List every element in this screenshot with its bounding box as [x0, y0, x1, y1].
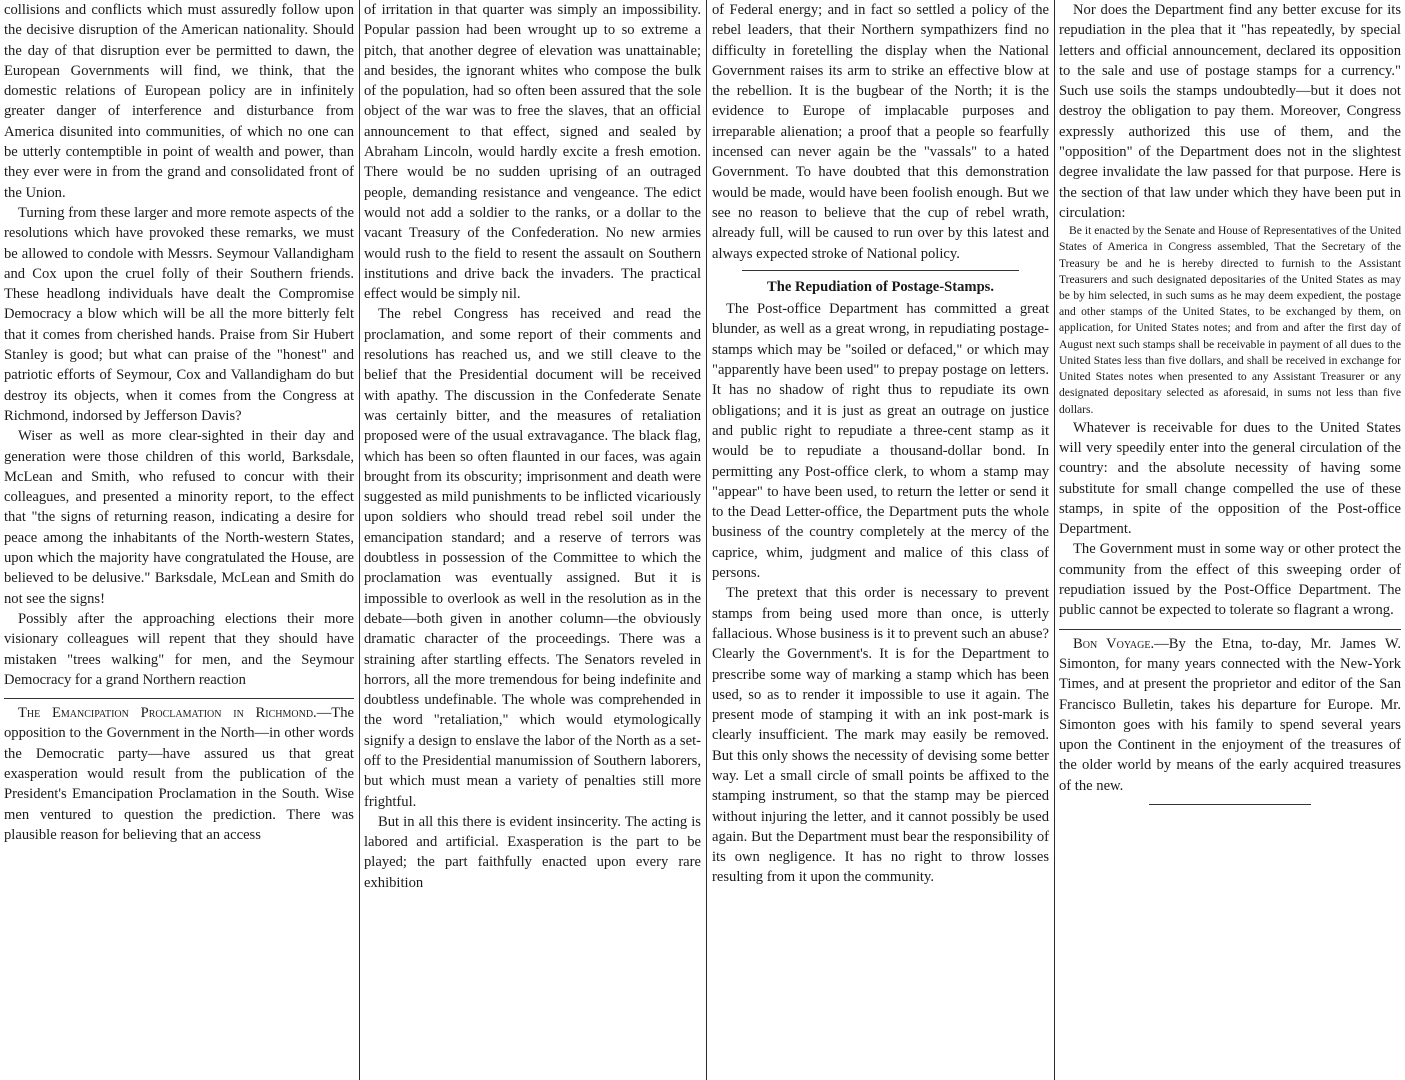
col3-paragraph-1: of Federal energy; and in fact so settled a policy of the rebel leaders, that their Northern sympathizers find no difficulty in foretelling the display when the National Government raises its arm to strike an effective blow at the rebellion. It is the bugbear of the North; it is the evidence to Europe of implacable purposes and irreparable alienation; a proof that a people so fearfully incensed can never again be the "vassals" to a hated Government. To have doubted that this demonstration would be made, would have been foolish enough. But we see no reason to believe that the cup of rebel wrath, already full, will be caused to run over by this latest and always expected stroke of National policy.: [712, 2, 1049, 262]
emancipation-body: —The opposition to the Government in the North—in other words the Democratic party—have assured us that great exasperation would result from the publication of the President's Emancipation Proclamation in the South. Wise men ventured to question the prediction. There was plausible reason for believing that an access: [4, 705, 354, 843]
repudiation-heading: The Repudiation of Postage-Stamps.: [766, 278, 995, 295]
col1-paragraph-2: Turning from these larger and more remote aspects of the resolutions which have provoked these remarks, we must be allowed to condole with Messrs. Seymour Vallandigham and Cox upon the cruel folly of their Southern friends. These headlong individuals have dealt the Compromise Democracy a blow which will be all the more bitterly felt that it comes from cherished hands. Praise from Sir Hubert Stanley is good; but what can praise of the "honest" and patriotic efforts of Seymour, Cox and Vallandigham do but destroy its objects, when it comes from the Congress at Richmond, indorsed by Jefferson Davis?: [4, 204, 354, 424]
emancipation-article: [4, 703, 354, 845]
col2-paragraph-1: of irritation in that quarter was simply an impossibility. Popular passion had been wrought up to so extreme a pitch, that another degree of elevation was unattainable; and besides, the ignorant whites who compose the bulk of the population, had so often been assured that the sole object of the war was to free the slaves, that an official announcement to that effect, signed and sealed by Abraham Lincoln, would hardly excite a fresh emotion. There would be no sudden uprising of an outraged people, demanding resistance and vengeance. The edict would not add a soldier to the ranks, or a dollar to the vacant Treasury of the Confederation. No new armies would rush to the field to resent the assault on Southern institutions and drive back the invaders. The practical effect would be simply nil.: [364, 2, 701, 303]
bon-voyage-article: [1059, 634, 1401, 796]
col2-paragraph-3: But in all this there is evident insincerity. The acting is labored and artificial. Exasperation is the part to be played; the part faithfully enacted upon every rare exhibition: [364, 813, 701, 891]
col4-paragraph-3: The Government must in some way or other protect the community from the effect of this sweeping order of repudiation issued by the Post-Office Department. The public cannot be expected to tolerate so flagrant a wrong.: [1059, 541, 1401, 619]
section-divider: [4, 698, 354, 699]
column-1: [0, 0, 358, 1080]
emancipation-title: The Emancipation Proclamation in Richmond.: [18, 705, 317, 722]
column-4: [1055, 0, 1405, 1080]
section-divider: [1059, 629, 1401, 630]
column-rule: [706, 0, 707, 1080]
col1-paragraph-4: Possibly after the approaching elections their more visionary colleagues will repent that they should have mistaken "trees walking" for men, and the Seymour Democracy for a grand Northern reaction: [4, 610, 354, 688]
column-3: [708, 0, 1053, 1080]
law-excerpt: [1059, 223, 1401, 417]
bon-voyage-title: Bon Voyage.: [1073, 635, 1155, 652]
col3-paragraph-2: The Post-office Department has committed a great blunder, as well as a great wrong, in repudiating postage-stamps which may be "soiled or defaced," or which may "apparently have been used" to prepay postage on letters. It has no shadow of right thus to repudiate its own obligations; and it is just as great an outrage on justice and public right to repudiate a three-cent stamp as it would be to repudiate a thousand-dollar bond. In permitting any Post-office clerk, to whom a stamp may "appear" to have been used, to return the letter or send it to the Dead Letter-office, the Department puts the whole business of the country completely at the mercy of the caprice, whim, judgment and malice of this class of persons.: [712, 301, 1049, 582]
column-2: [360, 0, 705, 1080]
law-text: Be it enacted by the Senate and House of Representatives of the United States of America in Congress assembled, That the Secretary of the Treasury be and he is hereby directed to furnish to the Assistant Treasurers and such designated depositaries of the United States as may be by him selected, in such sums as he may deem expedient, the postage and other stamps of the United States, to be exchanged by them, on application, for United States notes; and from and after the first day of August next such stamps shall be receivable in payment of all dues to the United States less than five dollars, and shall be received in exchange for United States notes when presented to any Assistant Treasurer or any designated depositary selected as aforesaid, in sums not less than five dollars.: [1059, 224, 1401, 416]
col3-paragraph-3: The pretext that this order is necessary to prevent stamps from being used more than once, is utterly fallacious. Whose business is it to prevent such an abuse? Clearly the Government's. It is for the Department to prescribe some way of marking a stamp which has been used, so as to render it impossible to use it again. The present mode of stamping it with an ink post-mark is clearly insufficient. The mark may easily be removed. But this only shows the necessity of devising some better way. Let a small circle of small points be affixed to the stamping instrument, so that the stamp may be pierced without injuring the letter, and it cannot possibly be used again. But the Department must bear the responsibility of its own negligence. It has no right to throw losses resulting from it upon the community.: [712, 585, 1049, 886]
col2-paragraph-2: The rebel Congress has received and read the proclamation, and some report of their comments and resolutions has reached us, and we still cleave to the belief that the Presidential document will be received with apathy. The discussion in the Confederate Senate was certainly bitter, and the measures of retaliation proposed were of the usual extravagance. The black flag, which has been so often flaunted in our faces, was again brought from its obscurity; imprisonment and death were suggested as mild punishments to be inflicted vicariously upon soldiers who should tread rebel soil under the emancipation standard; and a reserve of terrors was doubtless in possession of the Committee to which the proclamation was eventually assigned. But it is impossible to overlook as well in the resolution as in the debate—both given in another column—the obviously dramatic character of the proceedings. There was a straining after startling effects. The Senators reveled in horrors, all the more tremendous for being indefinite and doubtless undefinable. The whole was comprehended in the word "retaliation," which would etymologically signify a design to enslave the labor of the North as a set-off to the Presidential manumission of Southern laborers, but which must mean a variety of penalties still more frightful.: [364, 306, 701, 810]
section-divider: [742, 270, 1019, 271]
end-divider: [1149, 804, 1311, 805]
col1-paragraph-3: Wiser as well as more clear-sighted in their day and generation were those children of this world, Barksdale, McLean and Smith, who refused to concur with their colleagues, and presented a minority report, to the effect that "the signs of returning reason, indicating a desire for peace among the inhabitants of the North-western States, upon which the majority have congratulated the House, are believed to be delusive." Barksdale, McLean and Smith do not see the signs!: [4, 428, 354, 607]
bon-voyage-body: —By the Etna, to-day, Mr. James W. Simonton, for many years connected with the New-York Times, and at present the proprietor and editor of the San Francisco Bulletin, takes his departure for Europe. Mr. Simonton goes with his family to spend several years upon the Continent in the enjoyment of the treasures of the older world by means of the early acquired treasures of the new.: [1059, 635, 1401, 794]
col4-paragraph-1: Nor does the Department find any better excuse for its repudiation in the plea that it "has repeatedly, by special letters and official announcement, declared its opposition to the sale and use of postage stamps for a currency." Such use soils the stamps undoubtedly—but it does not destroy the obligation to pay them. Moreover, Congress expressly authorized this use of them, and the "opposition" of the Department does not in the slightest degree invalidate the law passed for that purpose. Here is the section of that law under which they have been put in circulation:: [1059, 2, 1401, 221]
col4-paragraph-2: Whatever is receivable for dues to the United States will very speedily enter into the general circulation of the country: and the absolute necessity of having some substitute for small change compelled the use of these stamps, in spite of the opposition of the Post-office Department.: [1059, 419, 1401, 538]
col1-paragraph-1: collisions and conflicts which must assuredly follow upon the decisive disruption of the American nationality. Should the day of that disruption ever be permitted to dawn, the European Governments will find, we think, that the domestic relations of European policy are in infinitely greater danger of interference and disturbance from America disunited into communities, of which no one can be utterly contemptible in point of wealth and power, than they ever were in from the grand and consolidated front of the Union.: [4, 2, 354, 201]
